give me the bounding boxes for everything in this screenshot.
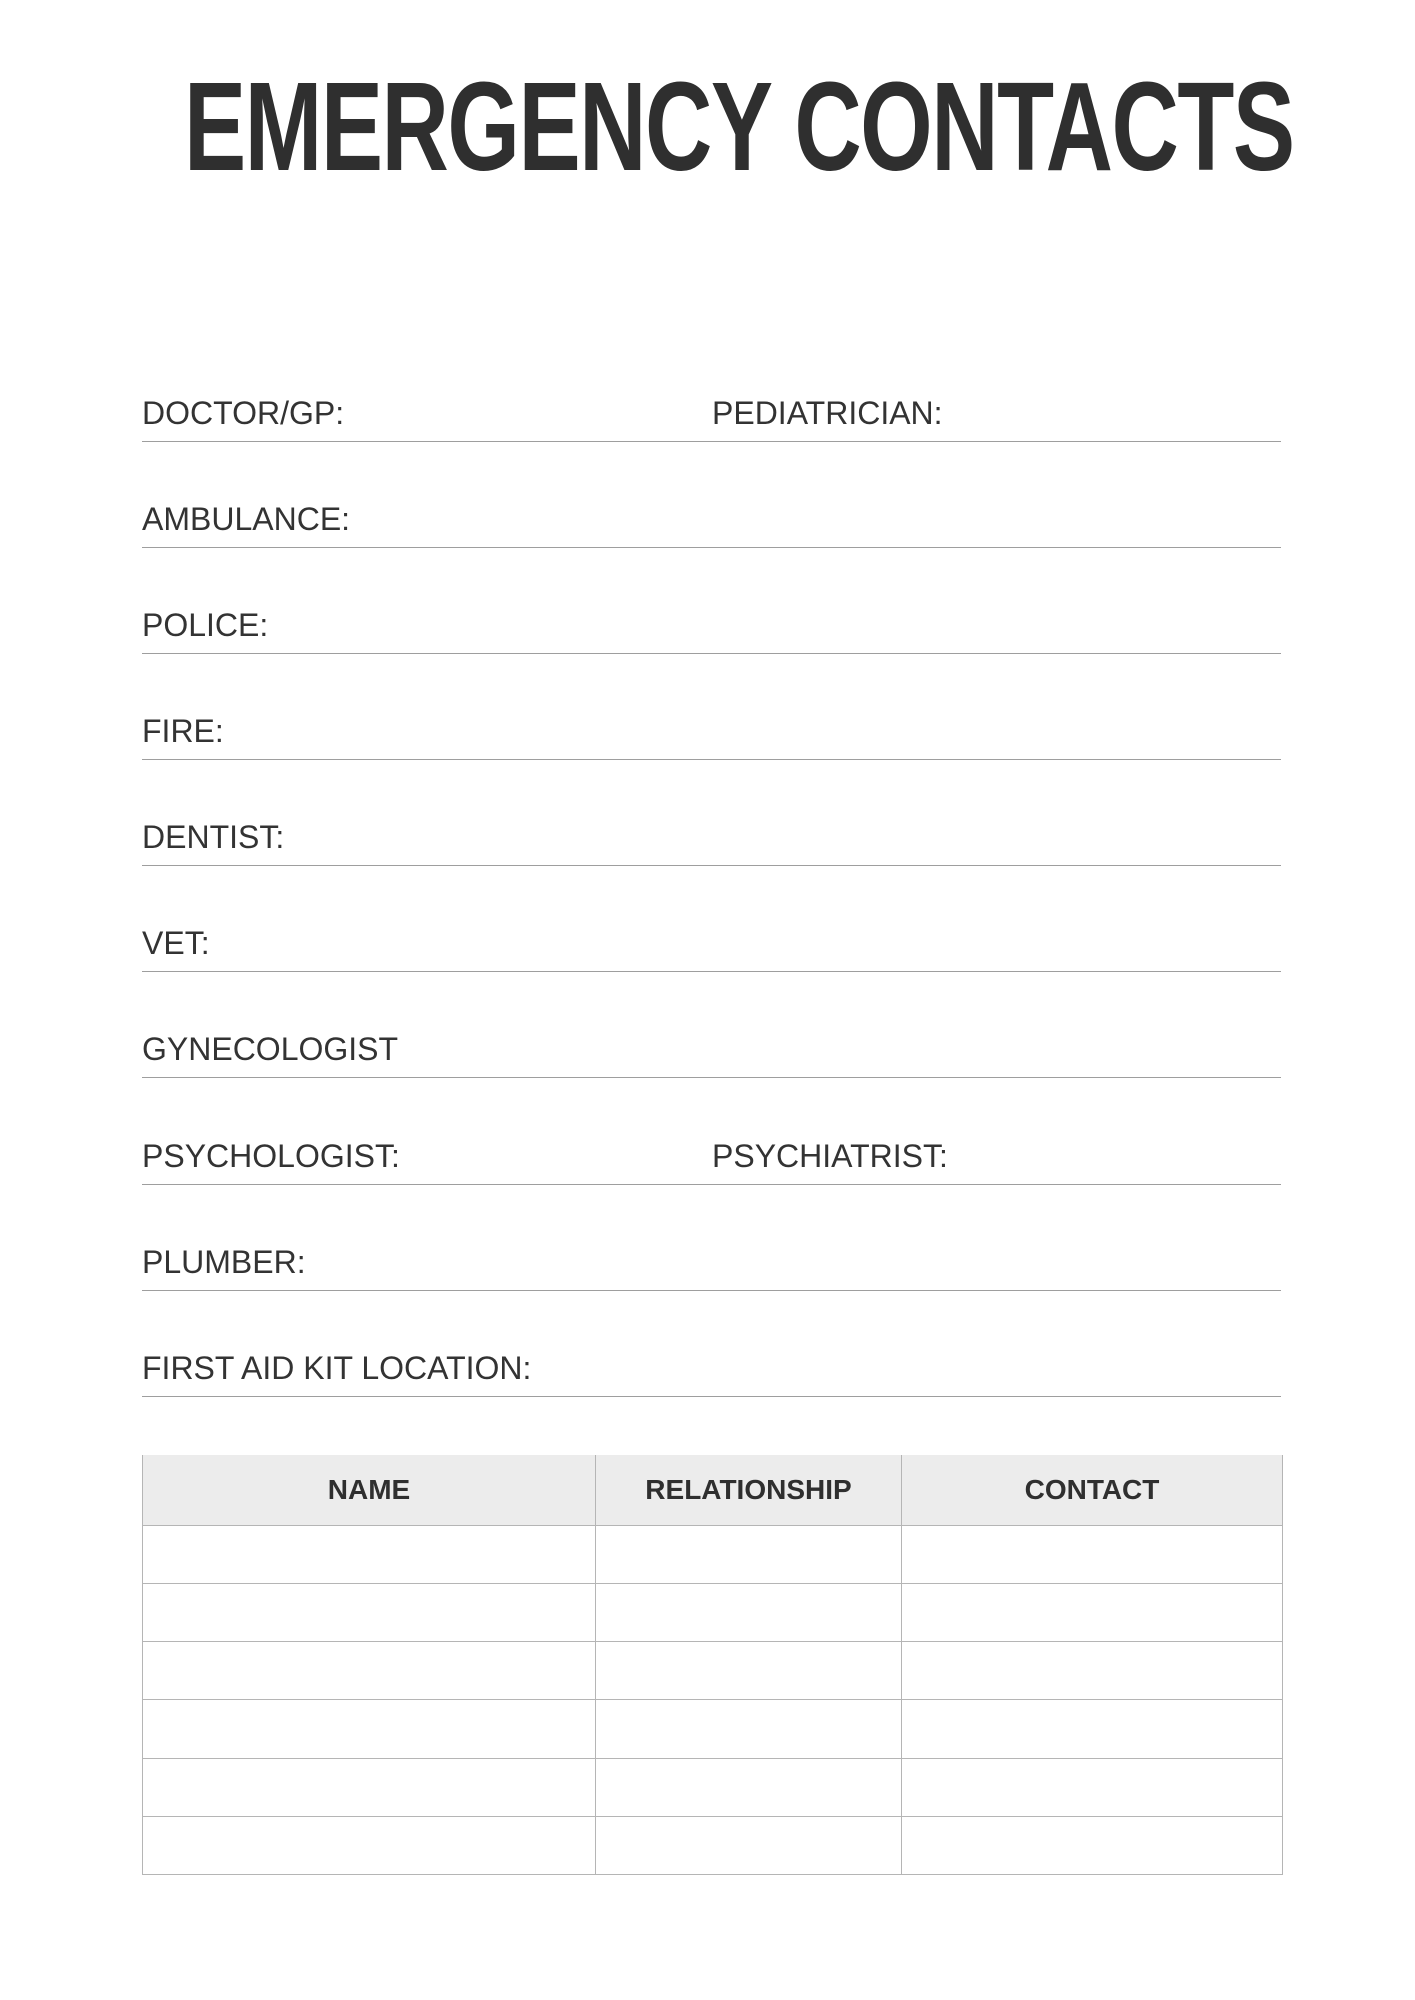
- name-cell[interactable]: [143, 1816, 596, 1874]
- contacts-table: [142, 1455, 1283, 1875]
- field-row-ambulance[interactable]: [142, 501, 1281, 548]
- vet-label: VET:: [142, 925, 210, 961]
- field-row-plumber[interactable]: [142, 1244, 1281, 1291]
- table-row: [143, 1700, 1283, 1758]
- page-title: EMERGENCY CONTACTS: [183, 56, 1294, 197]
- field-row-fire[interactable]: [142, 713, 1281, 760]
- field-row-dentist[interactable]: [142, 819, 1281, 866]
- header-relationship: RELATIONSHIP: [596, 1455, 902, 1526]
- plumber-label: PLUMBER:: [142, 1244, 306, 1280]
- contact-cell[interactable]: [902, 1758, 1283, 1816]
- table-header-row: [143, 1455, 1283, 1526]
- ambulance-label: AMBULANCE:: [142, 501, 351, 537]
- dentist-label: DENTIST:: [142, 819, 285, 855]
- table-row: [143, 1642, 1283, 1700]
- header-contact: CONTACT: [902, 1455, 1283, 1526]
- contact-cell[interactable]: [902, 1816, 1283, 1874]
- fire-label: FIRE:: [142, 713, 224, 749]
- name-cell[interactable]: [143, 1526, 596, 1584]
- relationship-cell[interactable]: [596, 1526, 902, 1584]
- relationship-cell[interactable]: [596, 1584, 902, 1642]
- relationship-cell[interactable]: [596, 1816, 902, 1874]
- first-aid-label: FIRST AID KIT LOCATION:: [142, 1350, 532, 1386]
- relationship-cell[interactable]: [596, 1758, 902, 1816]
- field-row-first-aid[interactable]: [142, 1350, 1281, 1397]
- psychiatrist-label: PSYCHIATRIST:: [712, 1138, 948, 1174]
- relationship-cell[interactable]: [596, 1700, 902, 1758]
- police-label: POLICE:: [142, 607, 269, 643]
- field-row-gynecologist[interactable]: [142, 1031, 1281, 1078]
- name-cell[interactable]: [143, 1758, 596, 1816]
- name-cell[interactable]: [143, 1584, 596, 1642]
- relationship-cell[interactable]: [596, 1642, 902, 1700]
- contact-cell[interactable]: [902, 1584, 1283, 1642]
- name-cell[interactable]: [143, 1700, 596, 1758]
- psychologist-label: PSYCHOLOGIST:: [142, 1138, 400, 1174]
- contact-cell[interactable]: [902, 1642, 1283, 1700]
- contact-cell[interactable]: [902, 1700, 1283, 1758]
- table-row: [143, 1526, 1283, 1584]
- doctor-gp-label: DOCTOR/GP:: [142, 395, 345, 431]
- header-name: NAME: [143, 1455, 596, 1526]
- field-row-vet[interactable]: [142, 925, 1281, 972]
- field-row-police[interactable]: [142, 607, 1281, 654]
- gynecologist-label: GYNECOLOGIST: [142, 1031, 399, 1067]
- table-row: [143, 1584, 1283, 1642]
- name-cell[interactable]: [143, 1642, 596, 1700]
- field-row-psychologist-psychiatrist[interactable]: [142, 1138, 1281, 1185]
- table-row: [143, 1758, 1283, 1816]
- pediatrician-label: PEDIATRICIAN:: [712, 395, 943, 431]
- table-row: [143, 1816, 1283, 1874]
- field-row-doctor-pediatrician[interactable]: [142, 395, 1281, 442]
- contact-cell[interactable]: [902, 1526, 1283, 1584]
